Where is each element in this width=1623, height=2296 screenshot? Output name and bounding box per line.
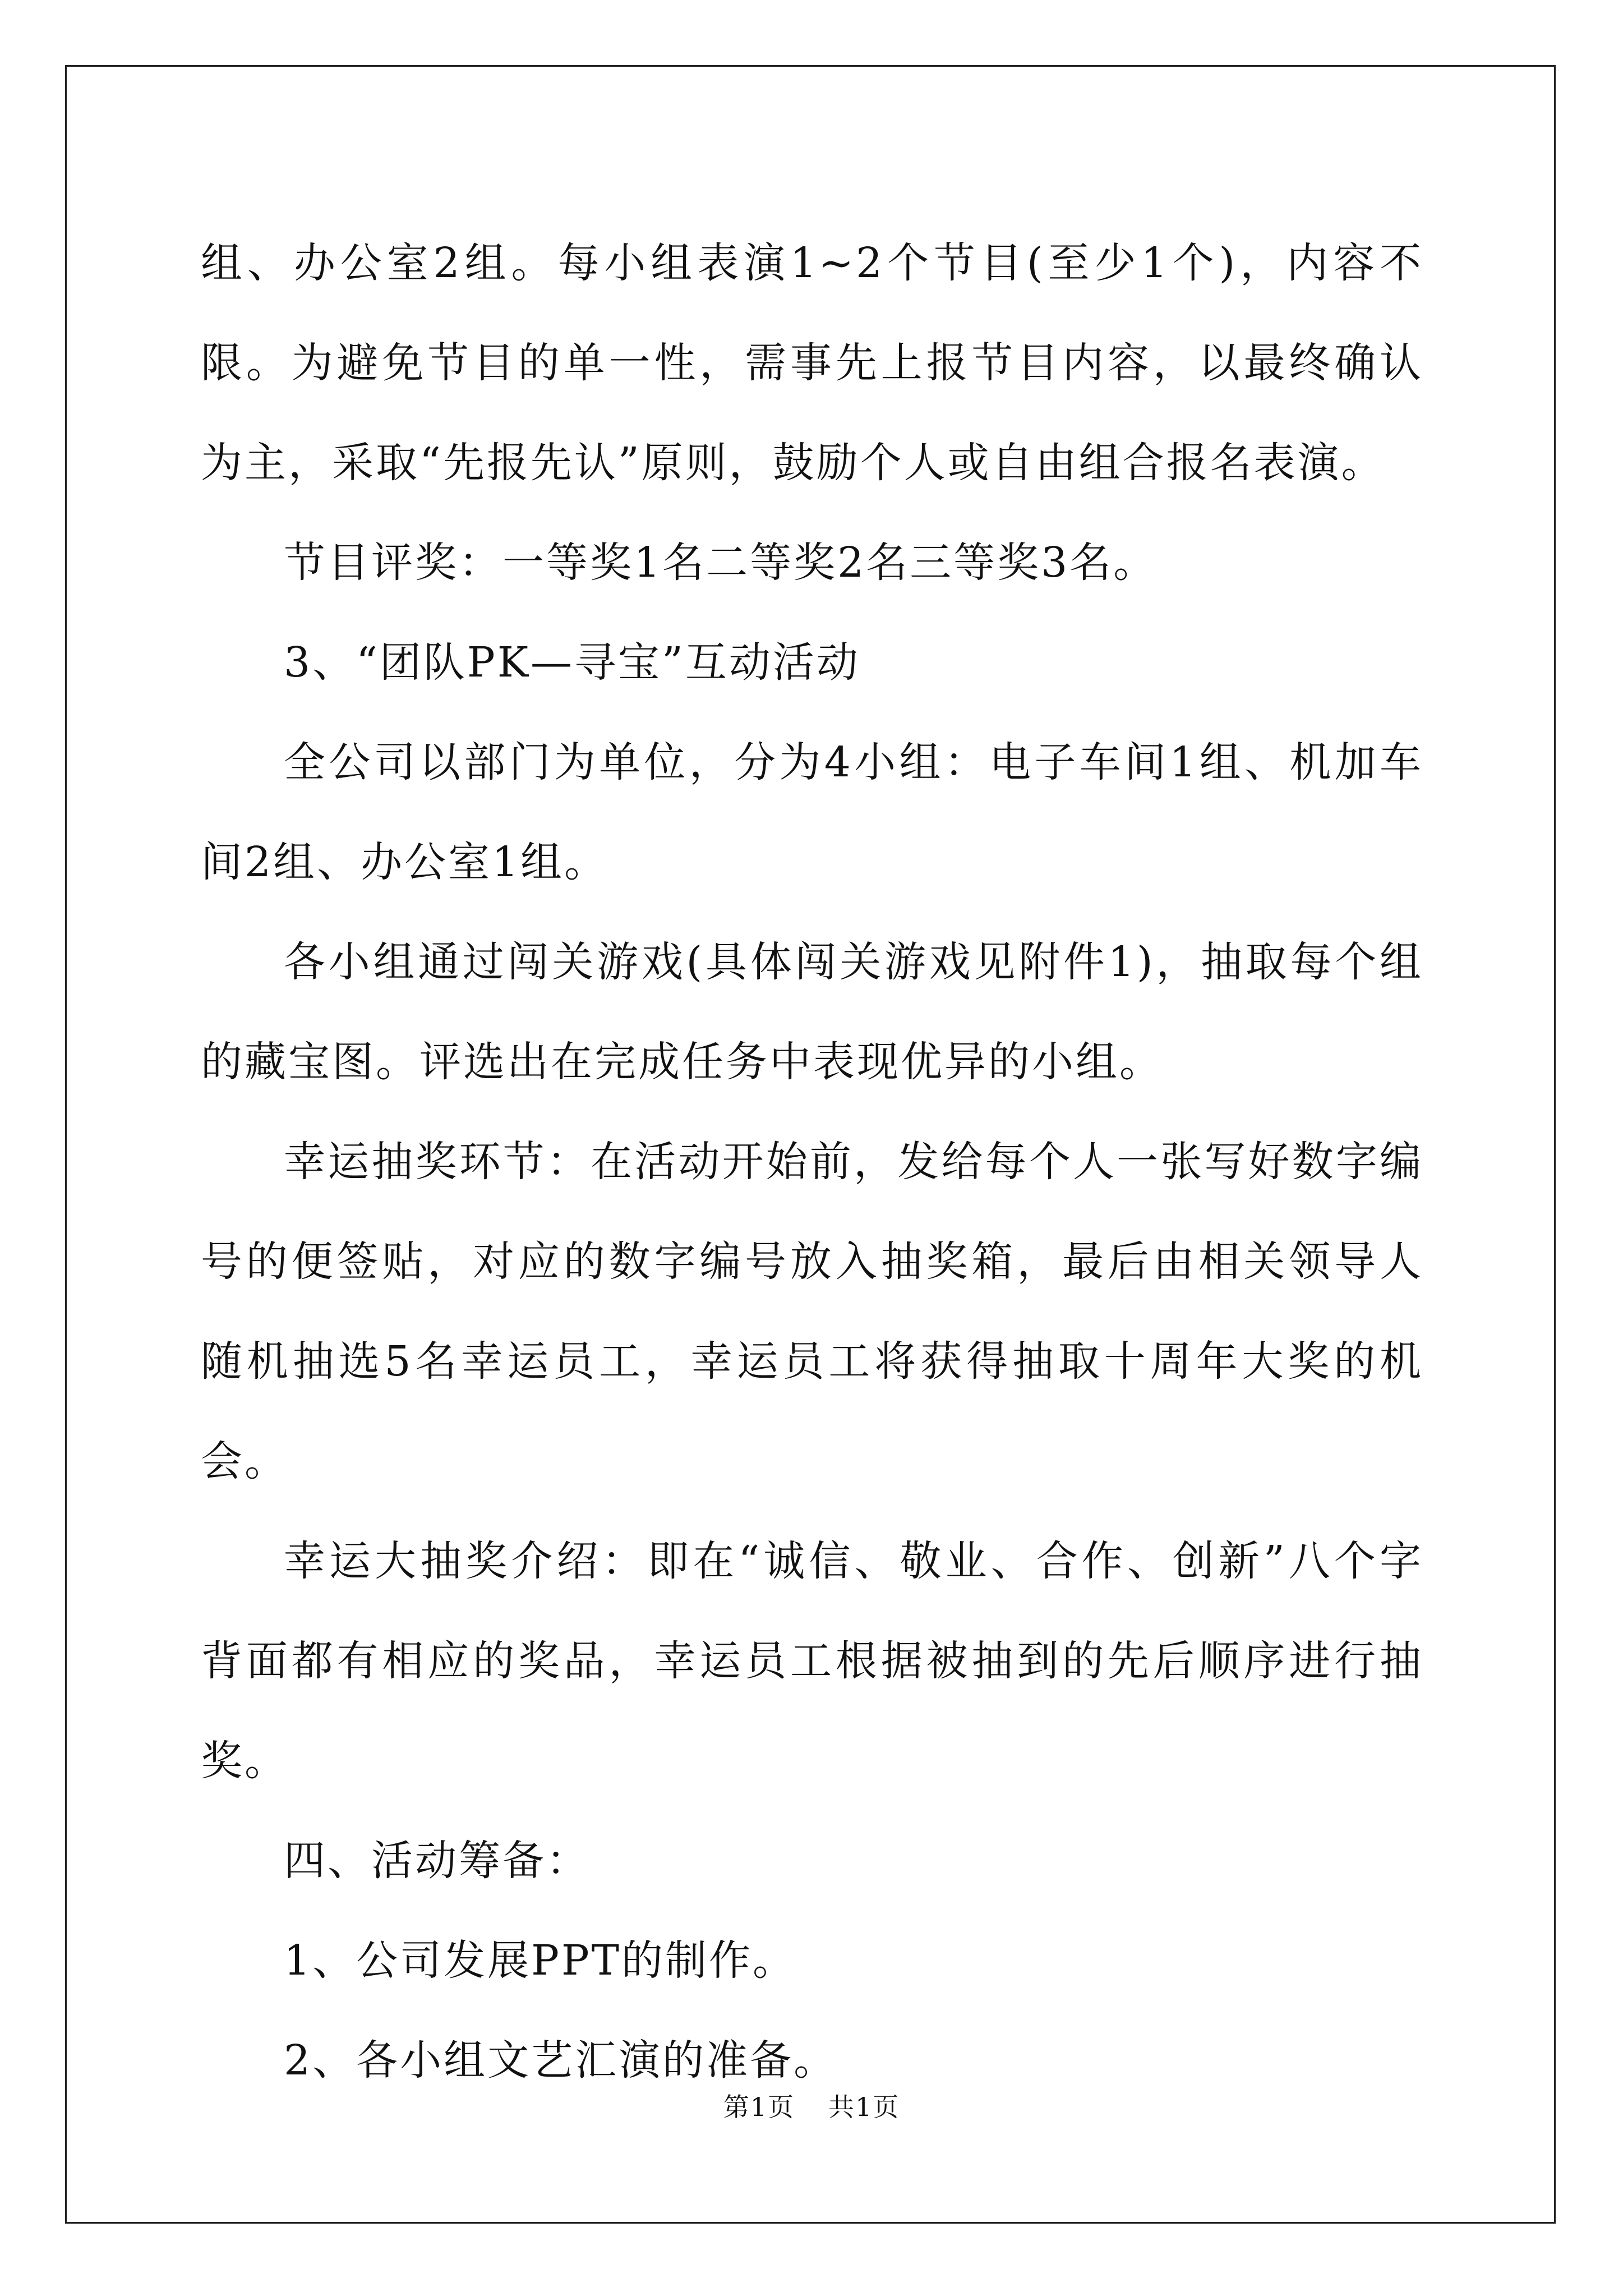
page-footer [0,2087,1623,2124]
paragraph: 全公司以部门为单位，分为4小组：电子车间1组、机加车间2组、办公室1组。 [201,738,1423,886]
list-item: 2、各小组文艺汇演的准备。 [284,2036,838,2085]
paragraph: 幸运大抽奖介绍：即在“诚信、敬业、合作、创新”八个字背面都有相应的奖品，幸运员工根据被抽到的先后顺序进行抽奖。 [201,1537,1423,1785]
section-heading: 3、“团队PK—寻宝”互动活动 [284,638,860,687]
paragraph: 组、办公室2组。每小组表演1~2个节目(至少1个)，内容不限。为避免节目的单一性，需事先上报节目内容，以最终确认为主，采取“先报先认”原则，鼓励个人或自由组合报名表演。 [201,239,1423,487]
page-number: 第1页 [723,2092,795,2122]
list-item: 1、公司发展PPT的制作。 [284,1936,797,1985]
document-body [201,213,1423,2110]
paragraph: 幸运抽奖环节：在活动开始前，发给每个人一张写好数字编号的便签贴，对应的数字编号放入抽奖箱，最后由相关领导人随机抽选5名幸运员工，幸运员工将获得抽取十周年大奖的机会。 [201,1138,1423,1485]
section-heading: 四、活动筹备： [284,1837,590,1885]
paragraph: 各小组通过闯关游戏(具体闯关游戏见附件1)，抽取每个组的藏宝图。评选出在完成任务中表现优异的小组。 [201,938,1423,1086]
paragraph: 节目评奖：一等奖1名二等奖2名三等奖3名。 [284,539,1158,587]
page-total: 共1页 [828,2092,900,2122]
